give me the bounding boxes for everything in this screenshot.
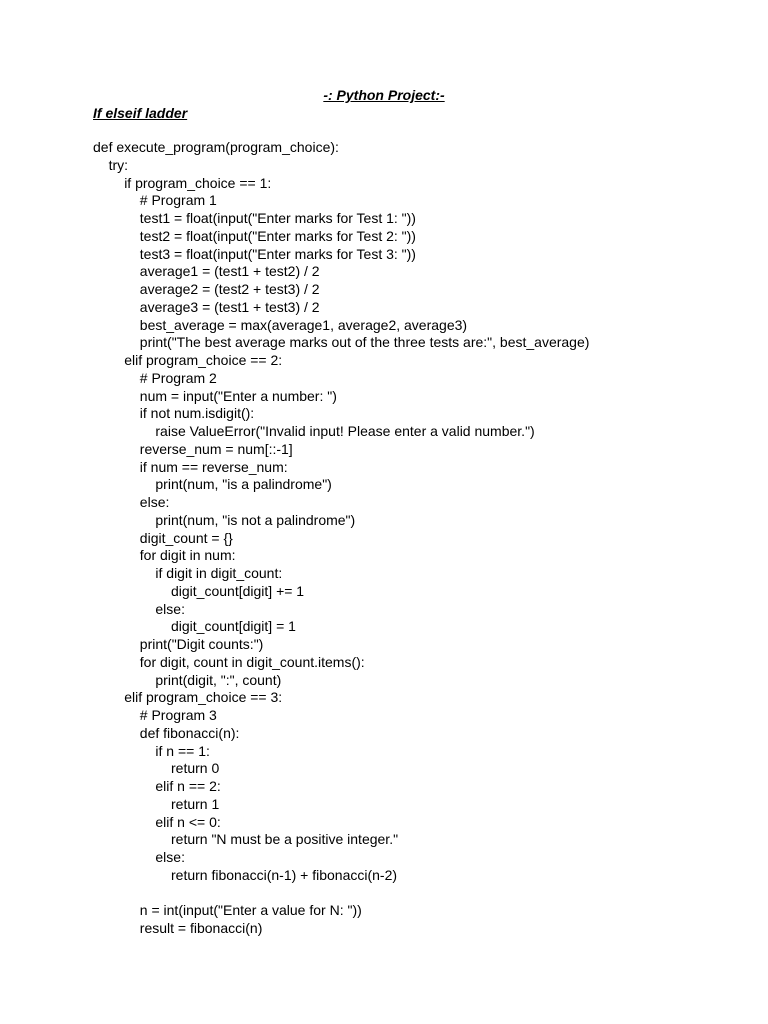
code-line: else: bbox=[155, 849, 185, 865]
code-line: elif n == 2: bbox=[155, 778, 221, 794]
code-line: else: bbox=[155, 600, 185, 617]
code-line: print(num, "is not a palindrome") bbox=[155, 511, 356, 528]
code-line: best_average = max(average1, average2, average3) bbox=[139, 316, 468, 333]
code-line: # Program 2 bbox=[139, 369, 217, 386]
code-line: if not num.isdigit(): bbox=[139, 405, 255, 422]
code-line: test3 = float(input("Enter marks for Test 3: ")) bbox=[139, 245, 416, 262]
code-line: try: bbox=[108, 156, 129, 173]
code-line: def execute_program(program_choice): bbox=[93, 139, 339, 155]
code-line: print(digit, ":", count) bbox=[155, 671, 282, 688]
code-line: elif program_choice == 3: bbox=[124, 689, 283, 706]
code-line: if n == 1: bbox=[155, 742, 210, 759]
code-line: return 0 bbox=[171, 760, 220, 777]
code-line: test1 = float(input("Enter marks for Test 1: ")) bbox=[139, 210, 416, 226]
code-line: print(num, "is a palindrome") bbox=[155, 476, 332, 493]
code-line: digit_count[digit] = 1 bbox=[171, 618, 296, 635]
code-line: raise ValueError("Invalid input! Please enter a valid number.") bbox=[155, 423, 535, 439]
code-line: result = fibonacci(n) bbox=[139, 920, 263, 936]
document-title: -: Python Project:- bbox=[323, 87, 445, 103]
code-line: if num == reverse_num: bbox=[139, 458, 288, 475]
code-line: return "N must be a positive integer." bbox=[171, 831, 399, 848]
code-line: average1 = (test1 + test2) / 2 bbox=[139, 263, 320, 280]
code-block bbox=[93, 139, 753, 938]
code-line: if program_choice == 1: bbox=[124, 174, 272, 191]
code-line: num = input("Enter a number: ") bbox=[139, 387, 337, 404]
code-line: test2 = float(input("Enter marks for Test 2: ")) bbox=[139, 227, 416, 244]
code-line: digit_count = {} bbox=[139, 529, 233, 546]
code-line: def fibonacci(n): bbox=[139, 724, 240, 741]
code-line: print("Digit counts:") bbox=[139, 636, 264, 652]
code-line bbox=[93, 885, 753, 903]
code-line: if digit in digit_count: bbox=[155, 565, 283, 581]
code-line: average2 = (test2 + test3) / 2 bbox=[139, 281, 320, 297]
code-line: digit_count[digit] += 1 bbox=[171, 582, 305, 599]
code-line: return 1 bbox=[171, 795, 220, 812]
code-line: average3 = (test1 + test3) / 2 bbox=[139, 298, 320, 315]
code-line: # Program 1 bbox=[139, 192, 217, 209]
code-line: elif n <= 0: bbox=[155, 813, 221, 830]
code-line: # Program 3 bbox=[139, 707, 217, 723]
code-line: elif program_choice == 2: bbox=[124, 352, 283, 368]
code-line: reverse_num = num[::-1] bbox=[139, 440, 293, 457]
section-heading: If elseif ladder bbox=[93, 105, 188, 121]
code-line: return fibonacci(n-1) + fibonacci(n-2) bbox=[171, 866, 398, 883]
code-line: else: bbox=[139, 494, 170, 510]
code-line: n = int(input("Enter a value for N: ")) bbox=[139, 902, 362, 919]
code-line: for digit in num: bbox=[139, 547, 236, 564]
code-line: print("The best average marks out of the three tests are:", best_average) bbox=[139, 334, 590, 351]
code-line: for digit, count in digit_count.items(): bbox=[139, 653, 365, 670]
